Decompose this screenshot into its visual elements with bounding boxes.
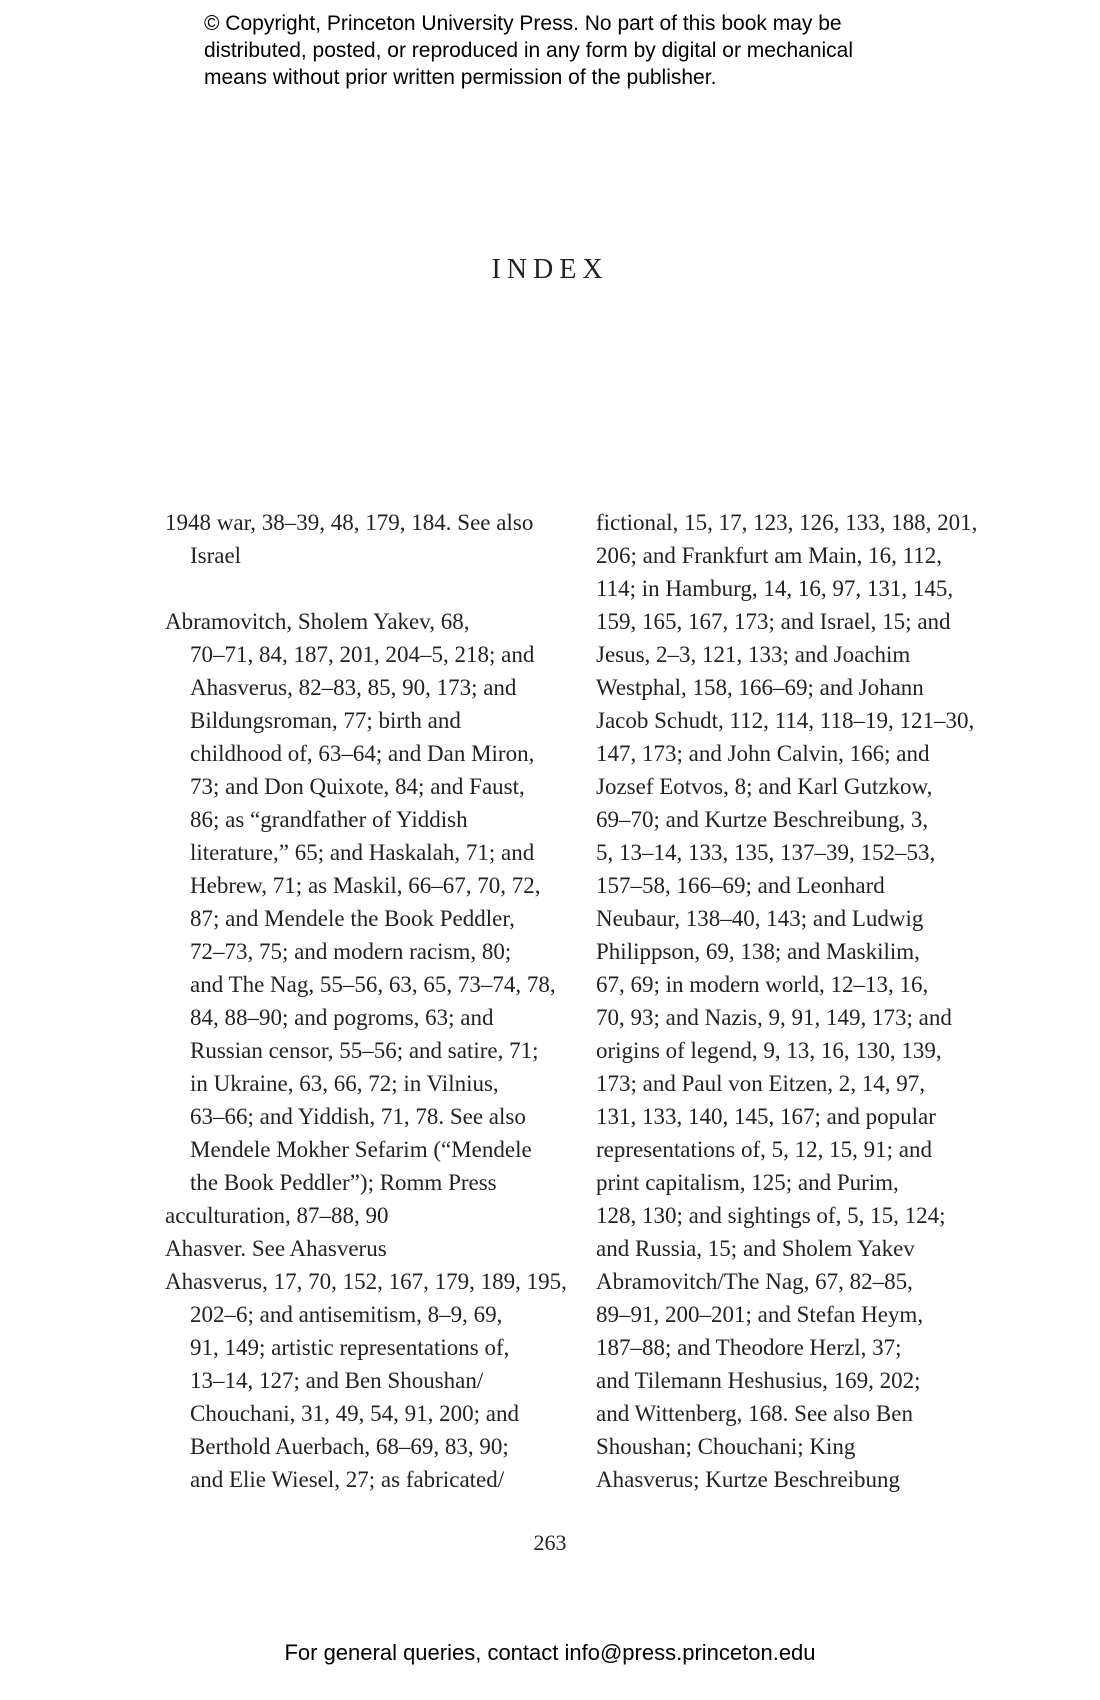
index-line: fictional, 15, 17, 123, 126, 133, 188, 201,	[596, 510, 978, 535]
index-line: Israel	[190, 543, 242, 568]
index-line: Philippson, 69, 138; and Maskilim,	[596, 939, 920, 964]
index-line: and The Nag, 55–56, 63, 65, 73–74, 78,	[190, 972, 556, 997]
index-line: representations of, 5, 12, 15, 91; and	[596, 1137, 932, 1162]
index-line: 70–71, 84, 187, 201, 204–5, 218; and	[190, 642, 535, 667]
index-line: and Russia, 15; and Sholem Yakev	[596, 1236, 915, 1261]
copyright-line: distributed, posted, or reproduced in any form by digital or mechanical	[204, 39, 854, 62]
index-line: Neubaur, 138–40, 143; and Ludwig	[596, 906, 924, 931]
copyright-notice	[204, 10, 924, 91]
page-number: 263	[533, 1530, 567, 1555]
index-line: 72–73, 75; and modern racism, 80;	[190, 939, 512, 964]
index-line: literature,” 65; and Haskalah, 71; and	[190, 840, 535, 865]
index-line: Abramovitch/The Nag, 67, 82–85,	[596, 1269, 913, 1294]
index-line: 173; and Paul von Eitzen, 2, 14, 97,	[596, 1071, 925, 1096]
index-line: 202–6; and antisemitism, 8–9, 69,	[190, 1302, 503, 1327]
index-line: Jacob Schudt, 112, 114, 118–19, 121–30,	[596, 708, 975, 733]
index-line: Shoushan; Chouchani; King	[596, 1434, 856, 1459]
index-line: Ahasverus; Kurtze Beschreibung	[596, 1467, 901, 1492]
index-line: Russian censor, 55–56; and satire, 71;	[190, 1038, 539, 1063]
index-line: Chouchani, 31, 49, 54, 91, 200; and	[190, 1401, 519, 1426]
index-line: in Ukraine, 63, 66, 72; in Vilnius,	[190, 1071, 499, 1096]
index-line: Berthold Auerbach, 68–69, 83, 90;	[190, 1434, 509, 1459]
index-column-left	[165, 506, 567, 1496]
index-line: origins of legend, 9, 13, 16, 130, 139,	[596, 1038, 942, 1063]
index-column-right	[596, 506, 978, 1496]
index-line: 69–70; and Kurtze Beschreibung, 3,	[596, 807, 929, 832]
index-line: 73; and Don Quixote, 84; and Faust,	[190, 774, 525, 799]
index-line: 13–14, 127; and Ben Shoushan/	[190, 1368, 484, 1393]
index-line: 89–91, 200–201; and Stefan Heym,	[596, 1302, 924, 1327]
index-line: Jozsef Eotvos, 8; and Karl Gutzkow,	[596, 774, 933, 799]
index-line: 1948 war, 38–39, 48, 179, 184. See also	[165, 510, 534, 535]
index-line: Ahasver. See Ahasverus	[165, 1236, 387, 1261]
index-line: 91, 149; artistic representations of,	[190, 1335, 510, 1360]
index-line: 87; and Mendele the Book Peddler,	[190, 906, 515, 931]
index-line: and Elie Wiesel, 27; as fabricated/	[190, 1467, 505, 1492]
index-line: 70, 93; and Nazis, 9, 91, 149, 173; and	[596, 1005, 952, 1030]
copyright-line: © Copyright, Princeton University Press. No part of this book may be	[204, 12, 842, 35]
copyright-line: means without prior written permission of the publisher.	[204, 66, 717, 89]
index-line: 147, 173; and John Calvin, 166; and	[596, 741, 930, 766]
index-line: 159, 165, 167, 173; and Israel, 15; and	[596, 609, 951, 634]
index-line: Abramovitch, Sholem Yakev, 68,	[165, 609, 470, 634]
index-line: the Book Peddler”); Romm Press	[190, 1170, 497, 1195]
index-line: Ahasverus, 82–83, 85, 90, 173; and	[190, 675, 517, 700]
contact-footer: For general queries, contact info@press.princeton.edu	[284, 1640, 816, 1665]
index-line: childhood of, 63–64; and Dan Miron,	[190, 741, 535, 766]
index-line: 157–58, 166–69; and Leonhard	[596, 873, 885, 898]
index-line: Bildungsroman, 77; birth and	[190, 708, 461, 733]
index-line: 67, 69; in modern world, 12–13, 16,	[596, 972, 929, 997]
index-line: 86; as “grandfather of Yiddish	[190, 807, 468, 832]
index-line: 63–66; and Yiddish, 71, 78. See also	[190, 1104, 526, 1129]
index-line	[165, 572, 545, 605]
index-line: Jesus, 2–3, 121, 133; and Joachim	[596, 642, 911, 667]
index-line: 84, 88–90; and pogroms, 63; and	[190, 1005, 494, 1030]
index-line: print capitalism, 125; and Purim,	[596, 1170, 899, 1195]
index-line: and Wittenberg, 168. See also Ben	[596, 1401, 913, 1426]
index-line: Hebrew, 71; as Maskil, 66–67, 70, 72,	[190, 873, 541, 898]
index-line: Westphal, 158, 166–69; and Johann	[596, 675, 924, 700]
index-line: 128, 130; and sightings of, 5, 15, 124;	[596, 1203, 946, 1228]
index-line: 131, 133, 140, 145, 167; and popular	[596, 1104, 936, 1129]
page-title: INDEX	[491, 254, 609, 285]
index-line: and Tilemann Heshusius, 169, 202;	[596, 1368, 921, 1393]
index-line: 187–88; and Theodore Herzl, 37;	[596, 1335, 902, 1360]
index-line: 114; in Hamburg, 14, 16, 97, 131, 145,	[596, 576, 954, 601]
index-line: 5, 13–14, 133, 135, 137–39, 152–53,	[596, 840, 936, 865]
index-line: Ahasverus, 17, 70, 152, 167, 179, 189, 195,	[165, 1269, 567, 1294]
index-line: Mendele Mokher Sefarim (“Mendele	[190, 1137, 532, 1162]
index-line: acculturation, 87–88, 90	[165, 1203, 389, 1228]
index-line: 206; and Frankfurt am Main, 16, 112,	[596, 543, 943, 568]
